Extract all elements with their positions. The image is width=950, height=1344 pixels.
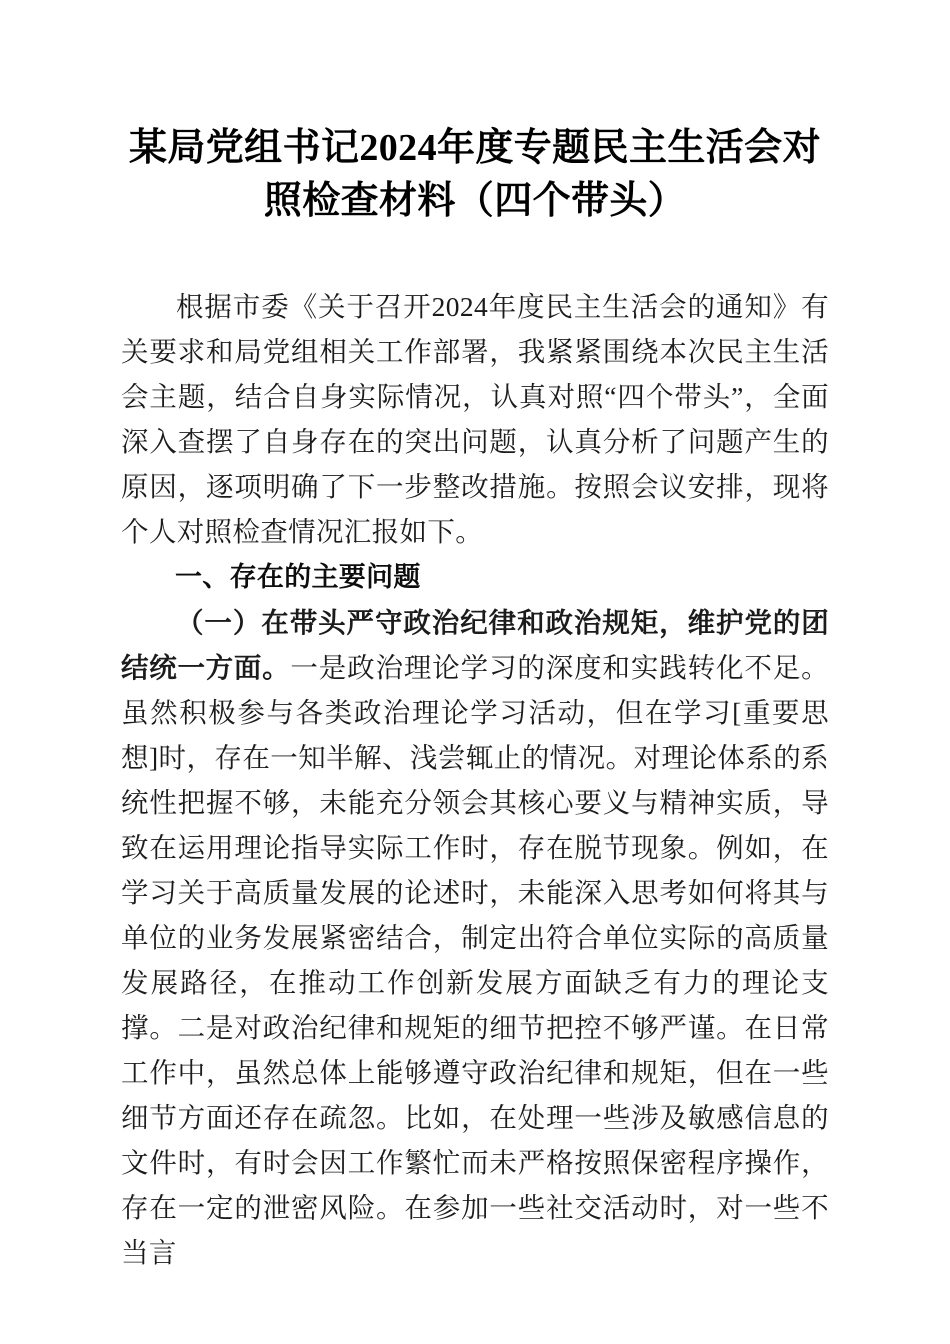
section-heading-main-problems: 一、存在的主要问题	[175, 562, 421, 592]
document-content	[121, 0, 829, 1275]
page-title: 某局党组书记2024年度专题民主生活会对照检查材料（四个带头）	[128, 127, 821, 222]
item-1-bold-lead: （一）在带头严守政治纪律和政治规矩，维护党的团结统一方面。	[121, 607, 829, 683]
paragraph-item-1	[121, 600, 829, 1275]
item-1-body-text: 一是政治理论学习的深度和实践转化不足。虽然积极参与各类政治理论学习活动，但在学习[重要思想]时，存在一知半解、浅尝辄止的情况。对理论体系的系统性把握不够，未能充分领会其核心要义与精神实质，导致在运用理论指导实际工作时，存在脱节现象。例如，在学习关于高质量发展的论述时，未能深入思考如何将其与单位的业务发展紧密结合，制定出符合单位实际的高质量发展路径，在推动工作创新发展方面缺乏有力的理论支撑。二是对政治纪律和规矩的细节把控不够严谨。在日常工作中，虽然总体上能够遵守政治纪律和规矩，但在一些细节方面还存在疏忽。比如，在处理一些涉及敏感信息的文件时，有时会因工作繁忙而未严格按照保密程序操作，存在一定的泄密风险。在参加一些社交活动时，对一些不当言	[121, 652, 830, 1268]
paragraph-intro: 根据市委《关于召开2024年度民主生活会的通知》有关要求和局党组相关工作部署，我紧紧围绕本次民主生活会主题，结合自身实际情况，认真对照“四个带头”，全面深入查摆了自身存在的突出问题，认真分析了问题产生的原因，逐项明确了下一步整改措施。按照会议安排，现将个人对照检查情况汇报如下。	[121, 291, 829, 547]
